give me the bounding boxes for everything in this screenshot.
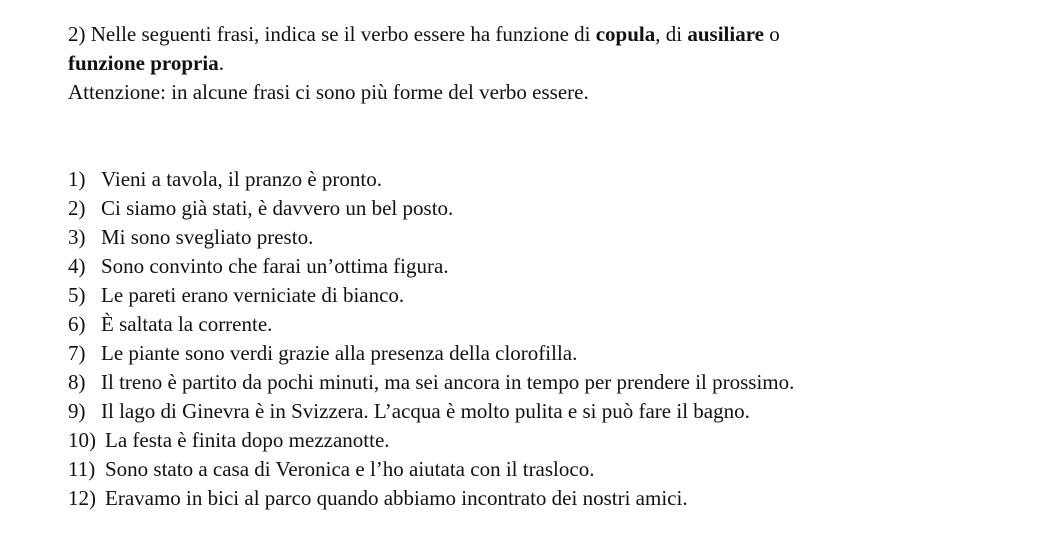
keyword-copula: copula (595, 22, 656, 46)
exercise-number: 2) (68, 22, 86, 46)
sentence-text: Sono stato a casa di Veronica e l’ho aiutata con il trasloco. (105, 457, 595, 481)
sentence-item (68, 339, 794, 368)
sentence-number: 5) (68, 283, 86, 307)
sentence-item (68, 368, 794, 397)
keyword-funzione-propria: funzione propria (68, 51, 219, 75)
sentence-number: 6) (68, 312, 86, 336)
sentence-text: La festa è finita dopo mezzanotte. (105, 428, 390, 452)
sentence-number: 1) (68, 167, 86, 191)
sentence-text: Il treno è partito da pochi minuti, ma sei ancora in tempo per prendere il prossimo. (101, 370, 795, 394)
sentence-text: Vieni a tavola, il pranzo è pronto. (101, 167, 382, 191)
sentence-number: 8) (68, 370, 86, 394)
sentence-number: 4) (68, 254, 86, 278)
sentence-list (68, 165, 794, 513)
instruction-text: Nelle seguenti frasi, indica se il verbo essere ha funzione di (90, 22, 591, 46)
sentence-item (68, 397, 794, 426)
sentence-number: 10) (68, 428, 96, 452)
sentence-text: È saltata la corrente. (101, 312, 273, 336)
sentence-item (68, 194, 794, 223)
sentence-item (68, 426, 794, 455)
sentence-text: Sono convinto che farai un’ottima figura. (101, 254, 449, 278)
sentence-text: Le pareti erano verniciate di bianco. (101, 283, 405, 307)
sentence-number: 12) (68, 486, 96, 510)
sentence-number: 3) (68, 225, 86, 249)
attention-note: Attenzione: in alcune frasi ci sono più forme del verbo essere. (68, 80, 589, 104)
sentence-text: Il lago di Ginevra è in Svizzera. L’acqua è molto pulita e si può fare il bagno. (101, 399, 750, 423)
sentence-item (68, 484, 794, 513)
instruction-text-3: o (769, 22, 780, 46)
sentence-number: 2) (68, 196, 86, 220)
sentence-text: Ci siamo già stati, è davvero un bel posto. (101, 196, 454, 220)
sentence-item (68, 252, 794, 281)
sentence-item (68, 310, 794, 339)
instruction-line (68, 20, 1028, 49)
sentence-item (68, 281, 794, 310)
sentence-text: Le piante sono verdi grazie alla presenza della clorofilla. (101, 341, 578, 365)
exercise-instructions (68, 20, 1028, 107)
sentence-item (68, 455, 794, 484)
sentence-number: 7) (68, 341, 86, 365)
sentence-item (68, 165, 794, 194)
sentence-number: 11) (68, 457, 96, 481)
keyword-ausiliare: ausiliare (687, 22, 764, 46)
sentence-text: Eravamo in bici al parco quando abbiamo incontrato dei nostri amici. (105, 486, 688, 510)
instruction-period: . (218, 51, 224, 75)
sentence-item (68, 223, 794, 252)
sentence-text: Mi sono svegliato presto. (101, 225, 314, 249)
sentence-number: 9) (68, 399, 86, 423)
instruction-text-2: , di (655, 22, 683, 46)
instruction-line-2 (68, 49, 1028, 78)
